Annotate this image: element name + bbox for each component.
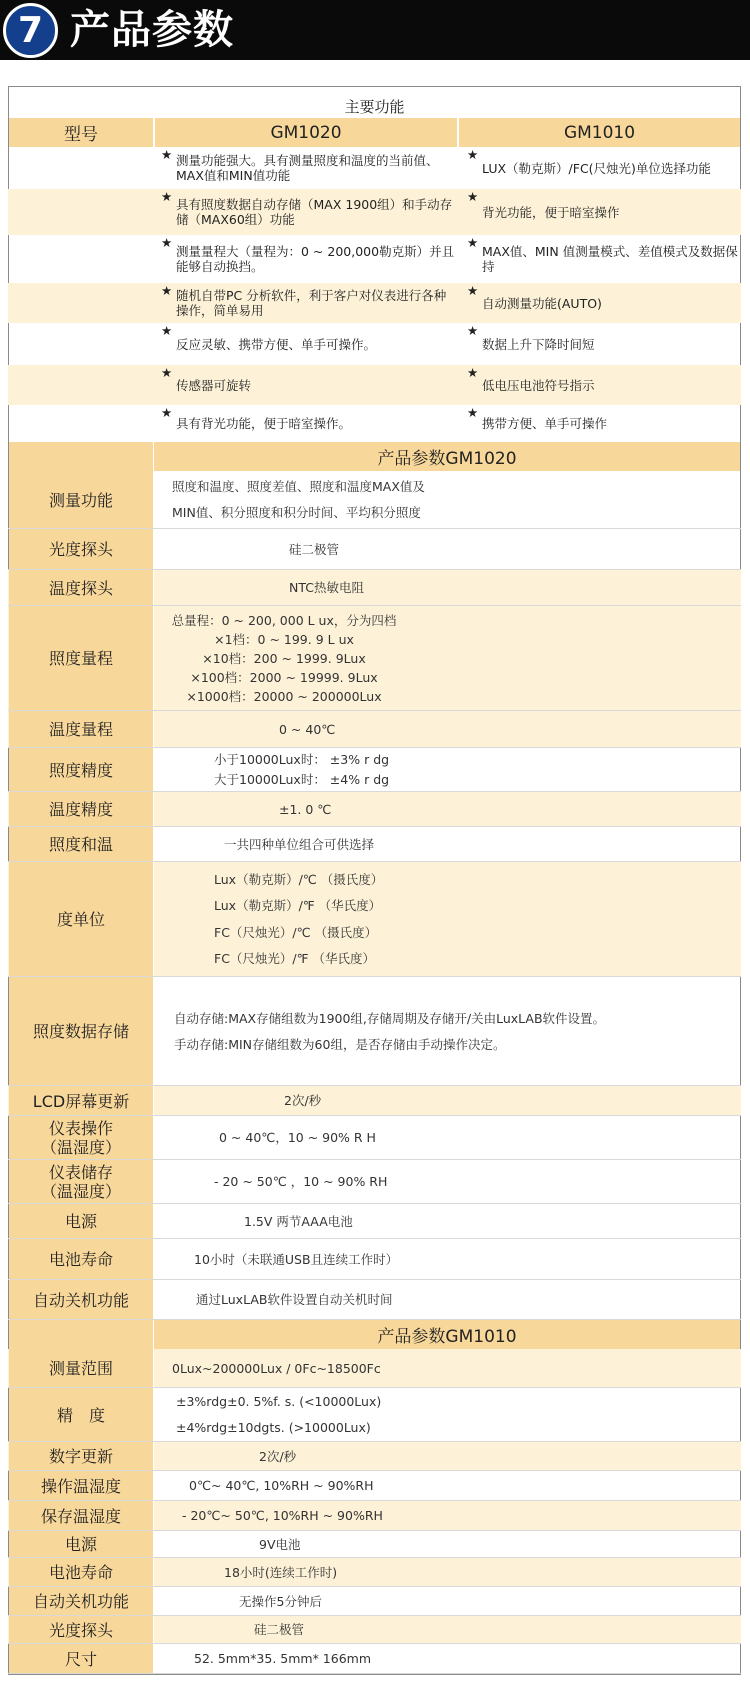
spec-value-line: 18小时(连续工作时) [224,1564,338,1580]
spec-label [9,1616,154,1644]
gm1020-title: 产品参数GM1020 [154,442,740,471]
gm1010-title: 产品参数GM1010 [154,1320,740,1349]
spec-value-line: - 20℃~ 50℃, 10%RH ~ 90%RH [182,1508,383,1523]
spec-label [9,1116,154,1160]
spec-label-line: 温度量程 [48,720,113,739]
spec-label-line: 尺寸 [64,1649,97,1669]
blank-label [9,1320,154,1349]
spec-value-line: 照度和温度、照度差值、照度和温度MAX值及 [172,479,425,494]
spec-label [9,1442,154,1471]
spec-label [9,1644,154,1674]
spec-row [8,1531,741,1558]
spec-label-line: 仪表操作 [48,1119,113,1138]
spec-label [9,827,154,862]
spec-value [154,1280,740,1320]
feature-a: ★ 传感器可旋转 [161,365,252,393]
star-icon: ★ [467,147,479,162]
feature-row [8,283,741,323]
spec-row [8,1280,741,1320]
spec-label [9,570,154,606]
spec-row [8,748,741,792]
spec-value-line: 通过LuxLAB软件设置自动关机时间 [196,1292,393,1307]
feature-b: ★ 背光功能，便于暗室操作 [467,189,620,220]
spec-row [8,1204,741,1239]
spec-label [9,1587,154,1616]
spec-value [154,1442,740,1471]
star-icon: ★ [161,147,173,162]
star-icon: ★ [467,283,479,298]
spec-value-line: ×100档：2000 ~ 19999. 9Lux [190,670,378,685]
feature-row [8,323,741,365]
spec-label-line: 照度精度 [48,760,113,780]
spec-label-line: 温度精度 [48,800,113,819]
spec-value-line: 手动存储:MIN存储组数为60组，是否存储由手动操作决定。 [174,1036,506,1052]
spec-row [8,570,741,606]
star-icon: ★ [161,405,173,420]
spec-label-line: 电池寿命 [48,1250,113,1269]
spec-value [154,1204,740,1239]
model-label: 型号 [9,118,154,147]
spec-label [9,1280,154,1320]
spec-value-line: 10小时（未联通USB且连续工作时） [194,1251,399,1267]
spec-value [154,570,740,606]
feature-b: ★ 数据上升下降时间短 [467,323,595,352]
spec-label-line: 光度探头 [48,1620,113,1640]
number-badge [3,3,58,58]
spec-row [8,606,741,711]
spec-value [154,1471,740,1501]
spec-value [154,1388,740,1442]
spec-value [154,711,740,748]
spec-label [9,1531,154,1558]
spec-label [9,792,154,827]
spec-value-line: FC（尺烛光）/℃ （摄氏度） [214,924,378,940]
spec-label [9,471,154,529]
spec-value [154,529,740,570]
badge-number: 7 [17,10,44,51]
blank-label [9,442,154,471]
spec-row [8,1086,741,1116]
spec-value [154,1160,740,1204]
spec-row [8,1388,741,1442]
spec-value-line: ±1. 0 ℃ [279,801,332,817]
spec-value-line: ±3%rdg±0. 5%f. s. (<10000Lux) [176,1394,382,1409]
spec-label-line: 电池寿命 [48,1563,113,1582]
spec-value-line: 0 ~ 40℃ [279,721,336,737]
section-title: 产品参数 [70,7,234,53]
spec-label-line: 数字更新 [48,1447,113,1466]
feature-row [8,189,741,235]
spec-value-line: 无操作5分钟后 [239,1593,322,1609]
model-a: GM1020 [155,118,457,147]
spec-value [154,1644,740,1674]
spec-row [8,1471,741,1501]
feature-a: ★ 反应灵敏、携带方便、单手可操作。 [161,323,377,352]
spec-value-line: MIN值、积分照度和积分时间、平均积分照度 [172,505,421,520]
spec-label-line: 光度探头 [48,540,113,559]
spec-row [8,471,741,529]
features-title-row [8,94,741,118]
star-icon: ★ [467,365,479,380]
spec-row [8,711,741,748]
spec-label [9,1086,154,1116]
spec-label [9,748,154,792]
spec-label-line: 自动关机功能 [32,1290,129,1310]
spec-label-line: 电源 [64,1535,97,1554]
spec-value [154,827,740,862]
spec-value [154,977,740,1086]
spec-row [8,1116,741,1160]
spec-label [9,1239,154,1280]
model-b: GM1010 [459,118,740,147]
feature-b: ★ 携带方便、单手可操作 [467,405,608,431]
spec-value [154,1587,740,1616]
spec-value-line: ×1000档：20000 ~ 200000Lux [186,689,382,704]
star-icon: ★ [467,405,479,420]
feature-a: ★ 测量功能强大。具有测量照度和温度的当前值、 MAX值和MIN值功能 [161,147,439,183]
spec-value [154,1239,740,1280]
spec-value-line: 2次/秒 [259,1448,297,1464]
spec-value [154,1349,740,1388]
star-icon: ★ [161,323,173,338]
spec-label-line: （温湿度） [40,1138,121,1157]
feature-b: ★ 低电压电池符号指示 [467,365,595,393]
spec-label [9,1388,154,1442]
spec-value-line: 1.5V 两节AAA电池 [244,1213,353,1229]
spec-label [9,977,154,1086]
spec-label-line: 照度和温 [48,835,113,854]
spec-label [9,1204,154,1239]
feature-a: ★ 测量量程大（量程为：0 ~ 200,000勒克斯）并且能够自动换挡。 [161,235,455,274]
feature-b: ★ 自动测量功能(AUTO) [467,283,602,311]
star-icon: ★ [161,235,173,250]
spec-row [8,792,741,827]
spec-row [8,1587,741,1616]
spec-label [9,1160,154,1204]
spec-value-line: 总量程：0 ~ 200, 000 L ux，分为四档 [171,613,397,628]
star-icon: ★ [467,323,479,338]
spec-value [154,1531,740,1558]
gm1010-title-row [8,1320,741,1349]
spec-label-line: 测量功能 [48,490,113,510]
feature-a: ★ 具有照度数据自动存储（MAX 1900组）和手动存储（MAX60组）功能 [161,189,453,227]
spec-label-line: （温湿度） [40,1182,121,1201]
row-divider [8,1673,741,1674]
spec-value [154,1558,740,1587]
spec-row [8,827,741,862]
feature-a: ★ 随机自带PC 分析软件，利于客户对仪表进行各种操作，简单易用 [161,283,447,318]
feature-b: ★ MAX值、MIN 值测量模式、差值模式及数据保持 [467,235,738,274]
spec-row [8,1644,741,1674]
spec-value-line: 大于10000Lux时： ±4% r dg [214,772,390,787]
feature-row [8,147,741,189]
feature-a: ★ 具有背光功能，便于暗室操作。 [161,405,352,431]
spec-label-line: 自动关机功能 [32,1592,129,1611]
spec-label-line: 操作温湿度 [40,1476,121,1496]
spec-value-line: 9V电池 [259,1536,301,1552]
spec-row [8,1558,741,1587]
spec-label-line: 保存温湿度 [40,1506,121,1526]
spec-label-line: 度单位 [56,910,105,929]
spec-value-line: 小于10000Lux时： ±3% r dg [214,752,390,767]
star-icon: ★ [161,283,173,298]
spec-value-line: ±4%rdg±10dgts. (>10000Lux) [176,1420,371,1435]
spec-label-line: 照度数据存储 [32,1022,129,1041]
spec-label-line: 测量范围 [48,1359,113,1378]
feature-row [8,405,741,442]
feature-b: ★ LUX（勒克斯）/FC(尺烛光)单位选择功能 [467,147,711,176]
spec-value-line: 0℃~ 40℃, 10%RH ~ 90%RH [189,1478,374,1493]
spec-value-line: 52. 5mm*35. 5mm* 166mm [194,1651,372,1666]
spec-label [9,711,154,748]
spec-row [8,1239,741,1280]
spec-value-line: 0Lux~200000Lux / 0Fc~18500Fc [172,1360,381,1376]
spec-value-line: 硅二极管 [289,541,340,557]
spec-value-line: ×1档：0 ~ 199. 9 L ux [214,632,354,647]
spec-value-line: 自动存储:MAX存储组数为1900组,存储周期及存储开/关由LuxLAB软件设置。 [174,1010,606,1026]
spec-value-line: ×10档：200 ~ 1999. 9Lux [202,651,366,666]
feature-row [8,365,741,405]
star-icon: ★ [467,235,479,250]
spec-value [154,606,740,711]
spec-label [9,606,154,711]
spec-row [8,1160,741,1204]
spec-row [8,1616,741,1644]
spec-value-line: Lux（勒克斯）/℉ （华氏度） [214,898,382,914]
spec-value [154,748,740,792]
model-header-row [8,118,741,147]
spec-label [9,1501,154,1531]
spec-value-line: Lux（勒克斯）/℃ （摄氏度） [214,872,384,887]
spec-row [8,862,741,977]
spec-row [8,977,741,1086]
spec-row [8,1349,741,1388]
spec-value [154,471,740,529]
spec-value [154,1501,740,1531]
spec-label-line: 精 度 [56,1405,105,1425]
spec-value-line: 2次/秒 [284,1093,322,1108]
spec-label [9,1471,154,1501]
spec-row [8,1442,741,1471]
spec-label [9,862,154,977]
spec-value [154,792,740,827]
spec-value [154,862,740,977]
spec-value-line: 硅二极管 [254,1622,305,1637]
star-icon: ★ [161,365,173,380]
spec-value-line: 0 ~ 40℃，10 ~ 90% R H [219,1130,376,1145]
spec-label-line: 仪表储存 [48,1163,113,1182]
spec-label-line: LCD屏幕更新 [32,1091,130,1111]
spec-label [9,1349,154,1388]
spec-value-line: NTC热敏电阻 [289,580,364,595]
spec-row [8,1501,741,1531]
section-header [0,0,750,60]
spec-label [9,1558,154,1587]
gm1020-title-row [8,442,741,471]
spec-value-line: FC（尺烛光）/℉ （华氏度） [214,950,375,966]
spec-value [154,1616,740,1644]
spec-value [154,1086,740,1116]
spec-value-line: - 20 ~ 50℃ ，10 ~ 90% RH [214,1174,388,1189]
spec-label-line: 照度量程 [48,649,113,668]
spec-label-line: 电源 [64,1212,97,1231]
star-icon: ★ [467,189,479,204]
spec-value-line: 一共四种单位组合可供选择 [224,836,375,852]
spec-label [9,529,154,570]
star-icon: ★ [161,189,173,204]
spec-row [8,529,741,570]
spec-value [154,1116,740,1160]
feature-row [8,235,741,283]
spec-label-line: 温度探头 [48,578,113,598]
features-title: 主要功能 [344,97,405,116]
